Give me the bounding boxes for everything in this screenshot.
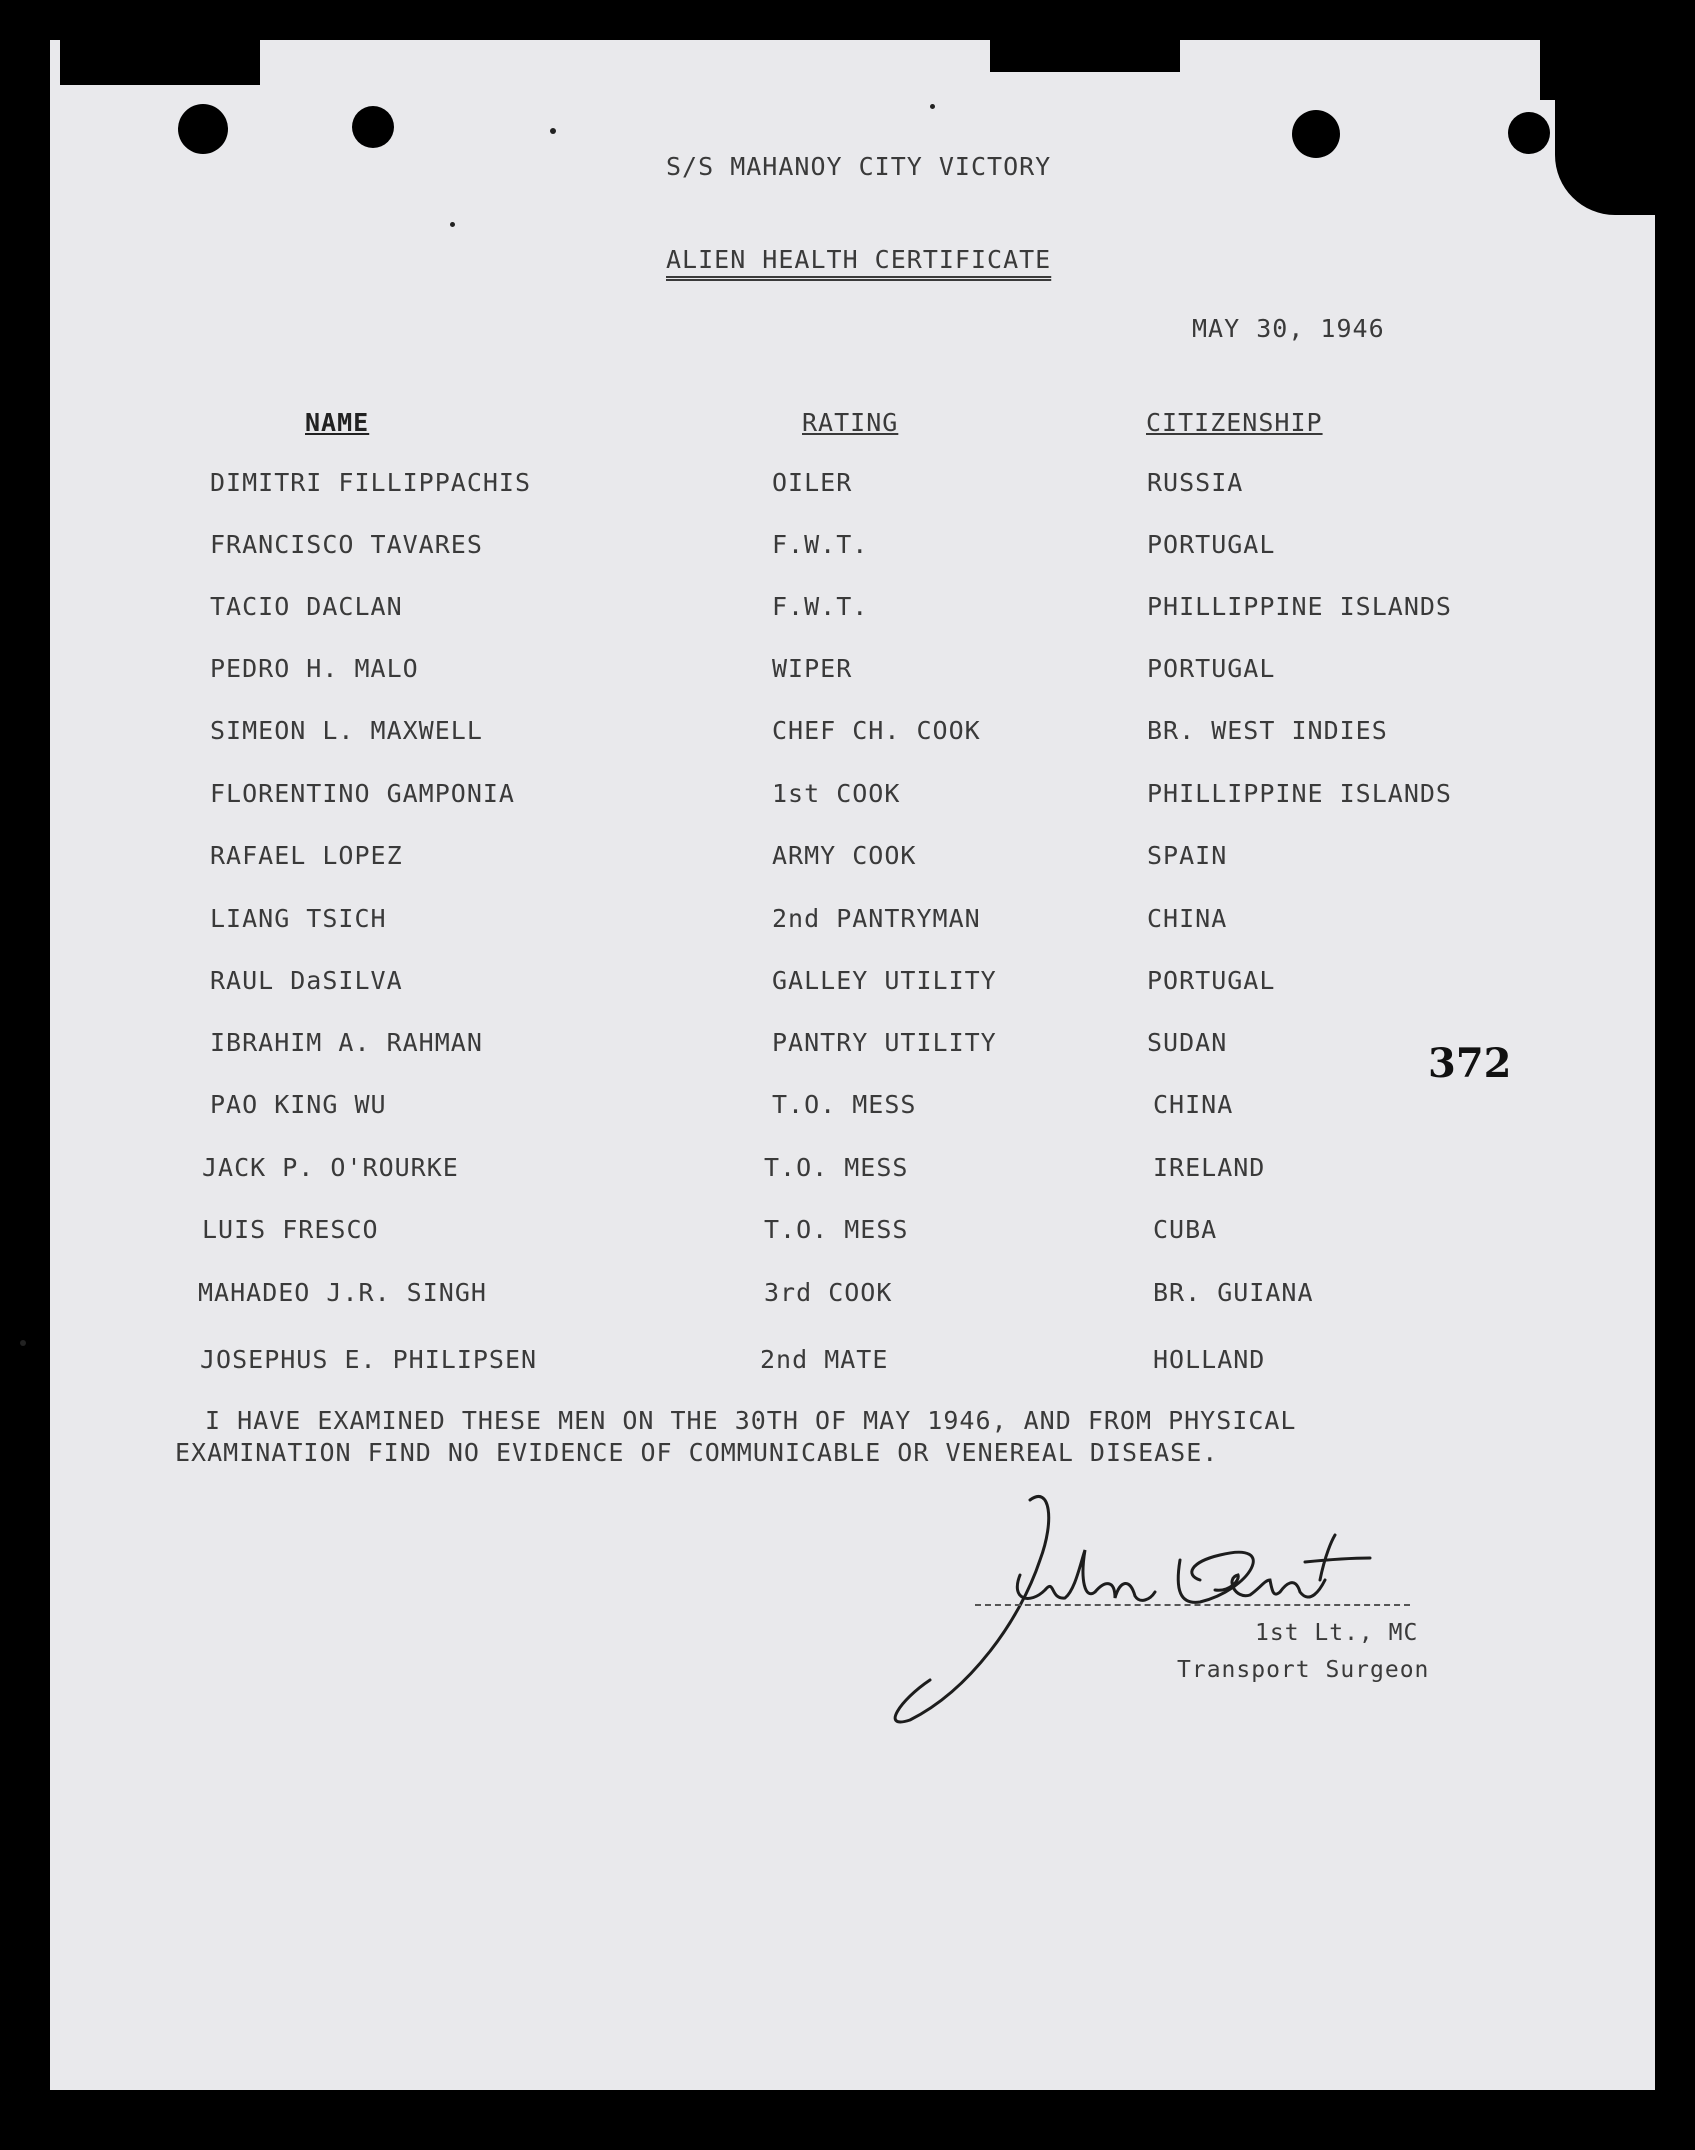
crew-citizenship: CUBA — [1153, 1215, 1218, 1244]
crew-name: RAUL DaSILVA — [210, 966, 403, 995]
document-date: MAY 30, 1946 — [1192, 314, 1385, 343]
column-header-citizenship: CITIZENSHIP — [1146, 408, 1323, 437]
signature-line — [975, 1604, 1410, 1606]
ship-name: S/S MAHANOY CITY VICTORY — [666, 152, 1052, 181]
crew-rating: F.W.T. — [772, 530, 869, 559]
speck — [550, 128, 556, 134]
crew-name: PAO KING WU — [210, 1090, 387, 1119]
statement-line-2: EXAMINATION FIND NO EVIDENCE OF COMMUNICABLE OR VENEREAL DISEASE. — [175, 1438, 1219, 1467]
crew-name: TACIO DACLAN — [210, 592, 403, 621]
torn-edge — [60, 40, 260, 85]
torn-edge — [1540, 40, 1655, 100]
crew-citizenship: PORTUGAL — [1147, 654, 1276, 683]
crew-name: LUIS FRESCO — [202, 1215, 379, 1244]
crew-citizenship: CHINA — [1153, 1090, 1234, 1119]
statement-line-1: I HAVE EXAMINED THESE MEN ON THE 30TH OF MAY 1946, AND FROM PHYSICAL — [205, 1406, 1297, 1435]
signer-rank: 1st Lt., MC — [1255, 1620, 1419, 1646]
crew-citizenship: SUDAN — [1147, 1028, 1228, 1057]
crew-rating: 1st COOK — [772, 779, 901, 808]
crew-name: JOSEPHUS E. PHILIPSEN — [200, 1345, 538, 1374]
crew-name: PEDRO H. MALO — [210, 654, 419, 683]
crew-citizenship: BR. GUIANA — [1153, 1278, 1314, 1307]
crew-citizenship: HOLLAND — [1153, 1345, 1266, 1374]
punch-hole — [352, 106, 394, 148]
punch-hole — [1508, 112, 1550, 154]
crew-name: SIMEON L. MAXWELL — [210, 716, 483, 745]
crew-citizenship: SPAIN — [1147, 841, 1228, 870]
crew-rating: OILER — [772, 468, 853, 497]
crew-citizenship: PHILLIPPINE ISLANDS — [1147, 592, 1452, 621]
speck — [450, 222, 455, 227]
document-title: ALIEN HEALTH CERTIFICATE — [666, 245, 1052, 274]
crew-rating: T.O. MESS — [764, 1153, 909, 1182]
crew-name: LIANG TSICH — [210, 904, 387, 933]
crew-citizenship: RUSSIA — [1147, 468, 1244, 497]
crew-name: JACK P. O'ROURKE — [202, 1153, 459, 1182]
crew-rating: 2nd MATE — [760, 1345, 889, 1374]
crew-rating: CHEF CH. COOK — [772, 716, 981, 745]
punch-hole — [1292, 110, 1340, 158]
crew-citizenship: PORTUGAL — [1147, 966, 1276, 995]
crew-rating: ARMY COOK — [772, 841, 917, 870]
signer-title: Transport Surgeon — [1177, 1657, 1430, 1683]
column-header-rating: RATING — [802, 408, 899, 437]
crew-rating: 2nd PANTRYMAN — [772, 904, 981, 933]
speck — [930, 104, 935, 109]
crew-rating: T.O. MESS — [764, 1215, 909, 1244]
crew-rating: T.O. MESS — [772, 1090, 917, 1119]
crew-citizenship: BR. WEST INDIES — [1147, 716, 1388, 745]
crew-rating: PANTRY UTILITY — [772, 1028, 997, 1057]
speck — [20, 1340, 26, 1346]
crew-citizenship: PORTUGAL — [1147, 530, 1276, 559]
crew-name: IBRAHIM A. RAHMAN — [210, 1028, 483, 1057]
crew-name: FLORENTINO GAMPONIA — [210, 779, 515, 808]
punch-hole — [178, 104, 228, 154]
crew-name: DIMITRI FILLIPPACHIS — [210, 468, 532, 497]
page-number: 372 — [1428, 1040, 1512, 1087]
crew-rating: F.W.T. — [772, 592, 869, 621]
crew-rating: 3rd COOK — [764, 1278, 893, 1307]
torn-edge — [990, 40, 1180, 72]
crew-name: RAFAEL LOPEZ — [210, 841, 403, 870]
crew-citizenship: IRELAND — [1153, 1153, 1266, 1182]
column-header-name: NAME — [305, 408, 370, 437]
crew-name: FRANCISCO TAVARES — [210, 530, 483, 559]
document-page — [50, 40, 1655, 2090]
crew-rating: GALLEY UTILITY — [772, 966, 997, 995]
crew-citizenship: CHINA — [1147, 904, 1228, 933]
crew-name: MAHADEO J.R. SINGH — [198, 1278, 487, 1307]
crew-rating: WIPER — [772, 654, 853, 683]
crew-citizenship: PHILLIPPINE ISLANDS — [1147, 779, 1452, 808]
